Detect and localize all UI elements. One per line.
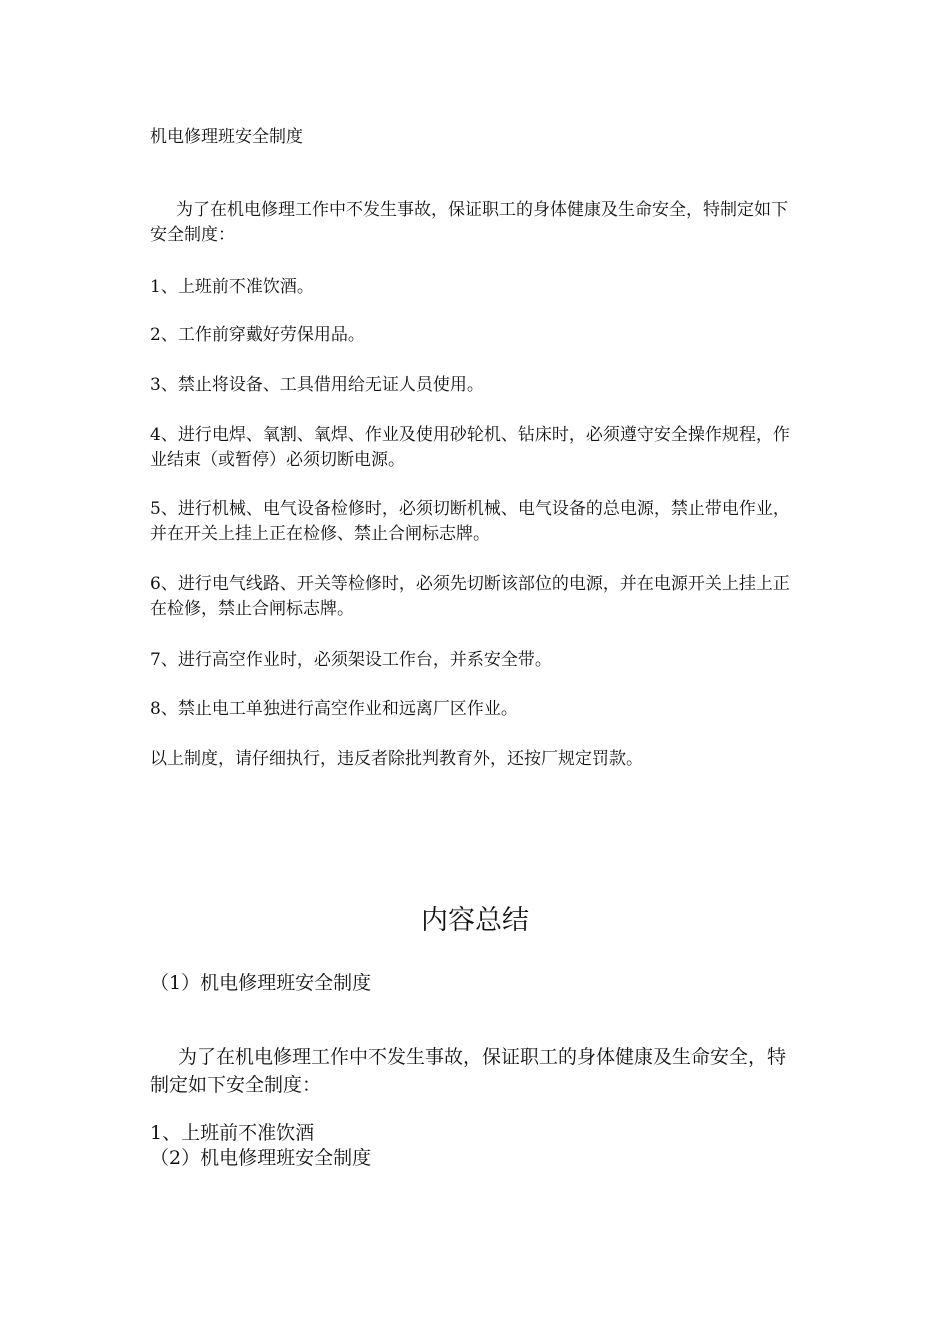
rule-item-1: 1、上班前不准饮酒。	[150, 277, 314, 297]
summary-item-2-title: （2）机电修理班安全制度	[150, 1147, 372, 1169]
rule-item-2: 2、工作前穿戴好劳保用品。	[150, 325, 365, 345]
rule-item-5: 5、进行机械、电气设备检修时，必须切断机械、电气设备的总电源，禁止带电作业，并在开关上挂上正在检修、禁止合闸标志牌。	[150, 499, 790, 544]
rule-item-4: 4、进行电焊、氧割、氧焊、作业及使用砂轮机、钻床时，必须遵守安全操作规程，作业结束（或暂停）必须切断电源。	[150, 425, 790, 470]
summary-item-1-title: （1）机电修理班安全制度	[150, 972, 372, 994]
document-title: 机电修理班安全制度	[150, 127, 303, 147]
closing-paragraph: 以上制度，请仔细执行，违反者除批判教育外，还按厂规定罚款。	[150, 749, 643, 769]
rule-item-7: 7、进行高空作业时，必须架设工作台，并系安全带。	[150, 650, 552, 670]
rule-item-3: 3、禁止将设备、工具借用给无证人员使用。	[150, 375, 484, 395]
rule-item-8: 8、禁止电工单独进行高空作业和远离厂区作业。	[150, 699, 518, 719]
summary-item-1-intro: 为了在机电修理工作中不发生事故，保证职工的身体健康及生命安全，特制定如下安全制度：	[150, 1046, 787, 1096]
summary-heading: 内容总结	[421, 905, 529, 936]
intro-paragraph: 为了在机电修理工作中不发生事故，保证职工的身体健康及生命安全，特制定如下安全制度：	[150, 200, 788, 245]
summary-item-1-rule: 1、上班前不准饮酒	[150, 1122, 315, 1144]
rule-item-6: 6、进行电气线路、开关等检修时，必须先切断该部位的电源，并在电源开关上挂上正在检修，禁止合闸标志牌。	[150, 574, 790, 619]
